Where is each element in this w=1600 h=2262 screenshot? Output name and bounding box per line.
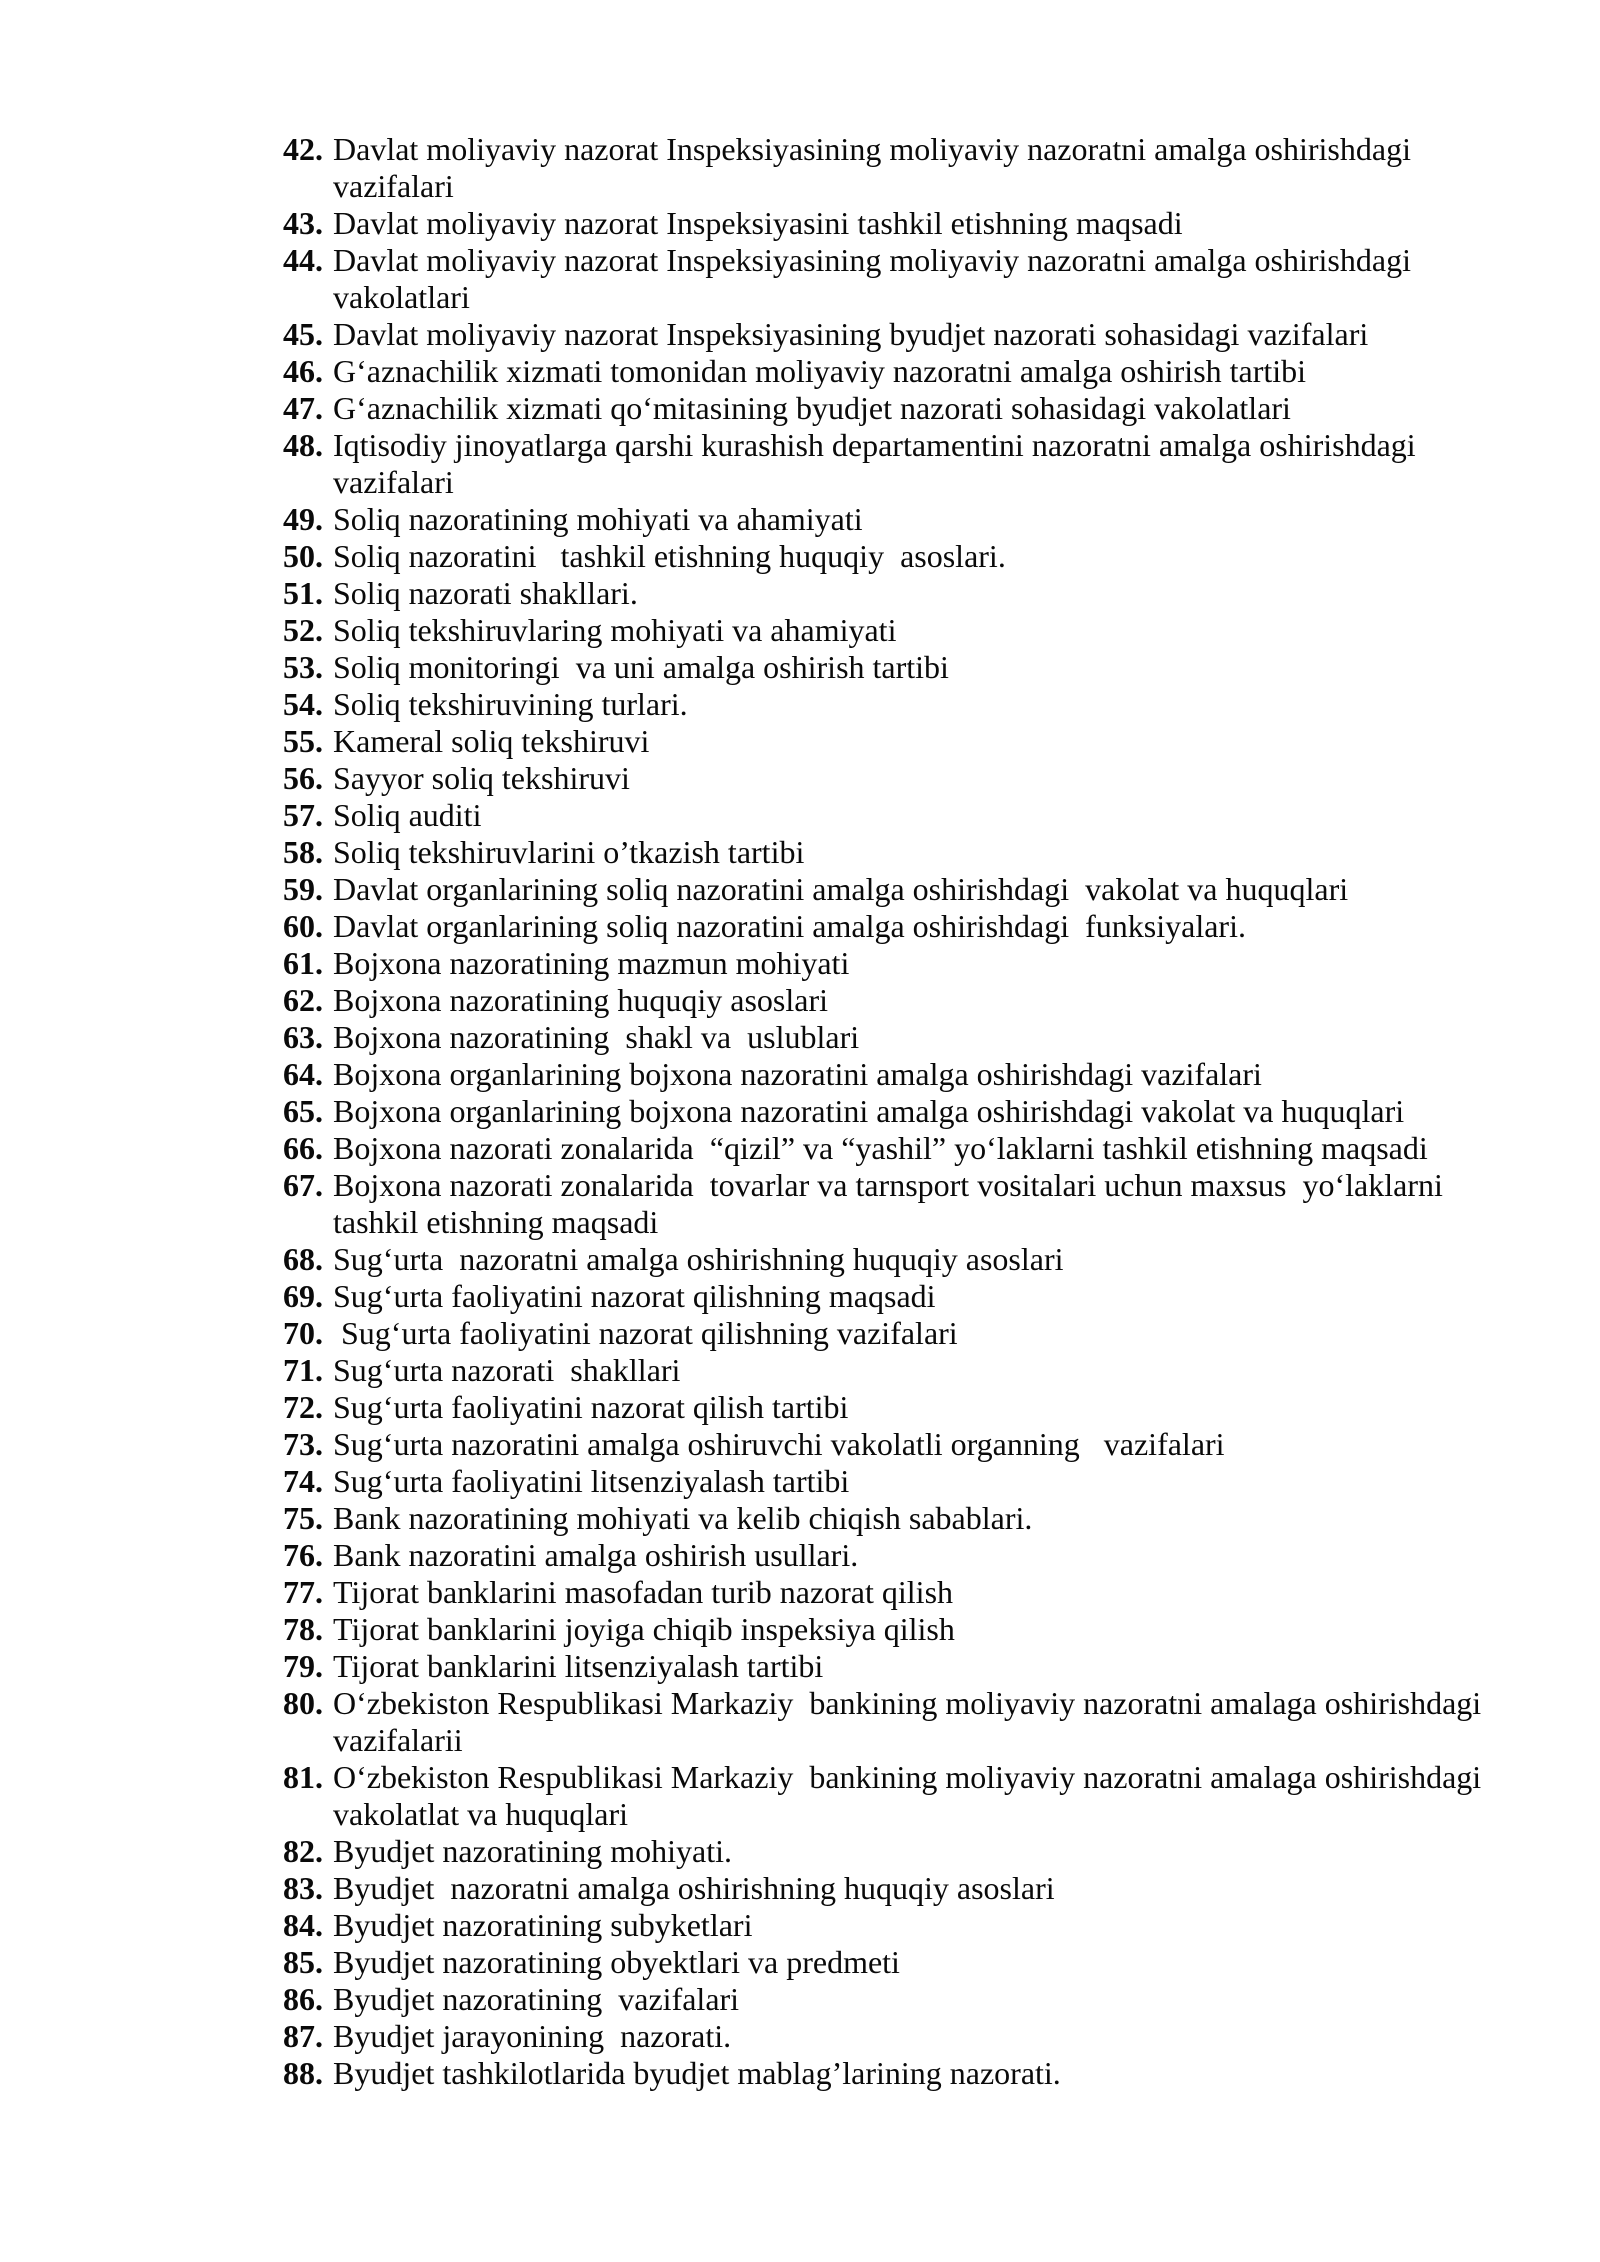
item-text-line: Bojxona nazoratining shakl va uslublari bbox=[333, 1019, 860, 1055]
list-item bbox=[283, 871, 1560, 908]
list-item bbox=[283, 649, 1560, 686]
item-number: 75. bbox=[283, 1500, 323, 1536]
item-text bbox=[333, 982, 1560, 1019]
item-number: 86. bbox=[283, 1981, 323, 2017]
item-text-line: vazifalari bbox=[333, 464, 454, 500]
item-text bbox=[333, 760, 1560, 797]
item-number: 69. bbox=[283, 1278, 323, 1314]
item-text-line: Kameral soliq tekshiruvi bbox=[333, 723, 650, 759]
item-text bbox=[333, 1759, 1560, 1833]
list-item bbox=[283, 1167, 1560, 1241]
list-item bbox=[283, 760, 1560, 797]
item-text bbox=[333, 427, 1560, 501]
item-text-line: Byudjet tashkilotlarida byudjet mablag’larining nazorati. bbox=[333, 2055, 1061, 2091]
item-text bbox=[333, 538, 1560, 575]
item-text-line: Soliq nazoratini tashkil etishning huquqiy asoslari. bbox=[333, 538, 1006, 574]
list-item bbox=[283, 1389, 1560, 1426]
item-text bbox=[333, 686, 1560, 723]
item-text bbox=[333, 908, 1560, 945]
item-text bbox=[333, 1019, 1560, 1056]
item-text-line: Davlat organlarining soliq nazoratini amalga oshirishdagi funksiyalari. bbox=[333, 908, 1246, 944]
list-item bbox=[283, 575, 1560, 612]
question-list bbox=[283, 131, 1560, 2092]
item-text-line: Soliq nazoratining mohiyati va ahamiyati bbox=[333, 501, 863, 537]
item-text bbox=[333, 1500, 1560, 1537]
list-item bbox=[283, 2055, 1560, 2092]
item-text-line: Byudjet nazoratni amalga oshirishning huquqiy asoslari bbox=[333, 1870, 1055, 1906]
item-number: 53. bbox=[283, 649, 323, 685]
item-text bbox=[333, 1870, 1560, 1907]
item-number: 55. bbox=[283, 723, 323, 759]
item-number: 65. bbox=[283, 1093, 323, 1129]
item-text bbox=[333, 612, 1560, 649]
item-number: 57. bbox=[283, 797, 323, 833]
list-item bbox=[283, 390, 1560, 427]
item-text bbox=[333, 1981, 1560, 2018]
list-item bbox=[283, 131, 1560, 205]
item-number: 64. bbox=[283, 1056, 323, 1092]
list-item bbox=[283, 723, 1560, 760]
item-text-line: vakolatlari bbox=[333, 279, 470, 315]
item-number: 60. bbox=[283, 908, 323, 944]
item-number: 50. bbox=[283, 538, 323, 574]
list-item bbox=[283, 1352, 1560, 1389]
item-number: 80. bbox=[283, 1685, 323, 1721]
list-item bbox=[283, 1685, 1560, 1759]
item-text bbox=[333, 1241, 1560, 1278]
item-text-line: Byudjet jarayonining nazorati. bbox=[333, 2018, 732, 2054]
list-item bbox=[283, 1944, 1560, 1981]
item-number: 73. bbox=[283, 1426, 323, 1462]
item-text-line: Davlat moliyaviy nazorat Inspeksiyasini tashkil etishning maqsadi bbox=[333, 205, 1183, 241]
item-number: 70. bbox=[283, 1315, 323, 1351]
list-item bbox=[283, 242, 1560, 316]
item-number: 71. bbox=[283, 1352, 323, 1388]
item-text bbox=[333, 1537, 1560, 1574]
item-text bbox=[333, 1352, 1560, 1389]
item-number: 47. bbox=[283, 390, 323, 426]
item-text-line: Tijorat banklarini joyiga chiqib inspeksiya qilish bbox=[333, 1611, 955, 1647]
item-text bbox=[333, 1648, 1560, 1685]
item-text bbox=[333, 1167, 1560, 1241]
item-text bbox=[333, 1389, 1560, 1426]
item-text bbox=[333, 1463, 1560, 1500]
item-text bbox=[333, 1426, 1560, 1463]
item-text-line: Soliq monitoringi va uni amalga oshirish tartibi bbox=[333, 649, 949, 685]
item-number: 67. bbox=[283, 1167, 323, 1203]
list-item bbox=[283, 1315, 1560, 1352]
item-text-line: G‘aznachilik xizmati tomonidan moliyaviy nazoratni amalga oshirish tartibi bbox=[333, 353, 1307, 389]
item-number: 56. bbox=[283, 760, 323, 796]
list-item bbox=[283, 1759, 1560, 1833]
list-item bbox=[283, 1463, 1560, 1500]
item-text-line: Sug‘urta faoliyatini litsenziyalash tartibi bbox=[333, 1463, 850, 1499]
item-text-line: Davlat organlarining soliq nazoratini amalga oshirishdagi vakolat va huquqlari bbox=[333, 871, 1349, 907]
list-item bbox=[283, 353, 1560, 390]
list-item bbox=[283, 2018, 1560, 2055]
item-text-line: Sug‘urta faoliyatini nazorat qilishning vazifalari bbox=[333, 1315, 958, 1351]
list-item bbox=[283, 686, 1560, 723]
list-item bbox=[283, 1426, 1560, 1463]
list-item bbox=[283, 1648, 1560, 1685]
item-text-line: Tijorat banklarini masofadan turib nazorat qilish bbox=[333, 1574, 954, 1610]
item-number: 78. bbox=[283, 1611, 323, 1647]
list-item bbox=[283, 1833, 1560, 1870]
item-number: 43. bbox=[283, 205, 323, 241]
item-text bbox=[333, 131, 1560, 205]
item-text-line: Bojxona organlarining bojxona nazoratini amalga oshirishdagi vakolat va huquqlari bbox=[333, 1093, 1405, 1129]
item-text bbox=[333, 2055, 1560, 2092]
item-text-line: Sug‘urta faoliyatini nazorat qilishning maqsadi bbox=[333, 1278, 936, 1314]
item-text-line: Sug‘urta nazoratni amalga oshirishning huquqiy asoslari bbox=[333, 1241, 1064, 1277]
item-text-line: Davlat moliyaviy nazorat Inspeksiyasining byudjet nazorati sohasidagi vazifalari bbox=[333, 316, 1369, 352]
item-number: 83. bbox=[283, 1870, 323, 1906]
list-item bbox=[283, 982, 1560, 1019]
item-text-line: Tijorat banklarini litsenziyalash tartibi bbox=[333, 1648, 824, 1684]
item-text-line: Bank nazoratining mohiyati va kelib chiqish sabablari. bbox=[333, 1500, 1033, 1536]
item-text bbox=[333, 1574, 1560, 1611]
item-number: 44. bbox=[283, 242, 323, 278]
list-item bbox=[283, 1093, 1560, 1130]
item-text-line: Iqtisodiy jinoyatlarga qarshi kurashish departamentini nazoratni amalga oshirishdagi bbox=[333, 427, 1416, 463]
list-item bbox=[283, 1907, 1560, 1944]
item-text bbox=[333, 1944, 1560, 1981]
item-text bbox=[333, 1685, 1560, 1759]
item-number: 42. bbox=[283, 131, 323, 167]
item-text-line: Soliq tekshiruvining turlari. bbox=[333, 686, 688, 722]
item-number: 81. bbox=[283, 1759, 323, 1795]
list-item bbox=[283, 1574, 1560, 1611]
list-item bbox=[283, 1870, 1560, 1907]
item-text bbox=[333, 1907, 1560, 1944]
list-item bbox=[283, 908, 1560, 945]
item-number: 79. bbox=[283, 1648, 323, 1684]
item-text-line: Soliq tekshiruvlarini o’tkazish tartibi bbox=[333, 834, 805, 870]
item-text bbox=[333, 834, 1560, 871]
list-item bbox=[283, 1241, 1560, 1278]
item-text-line: O‘zbekiston Respublikasi Markaziy bankining moliyaviy nazoratni amalaga oshirishdagi bbox=[333, 1759, 1482, 1795]
item-number: 76. bbox=[283, 1537, 323, 1573]
item-text-line: vazifalari bbox=[333, 168, 454, 204]
item-text bbox=[333, 242, 1560, 316]
item-text bbox=[333, 390, 1560, 427]
item-text bbox=[333, 649, 1560, 686]
item-number: 84. bbox=[283, 1907, 323, 1943]
item-text bbox=[333, 2018, 1560, 2055]
item-number: 62. bbox=[283, 982, 323, 1018]
item-text-line: Bojxona nazorati zonalarida tovarlar va tarnsport vositalari uchun maxsus yo‘laklarni bbox=[333, 1167, 1443, 1203]
item-number: 58. bbox=[283, 834, 323, 870]
list-item bbox=[283, 1019, 1560, 1056]
item-text-line: Bojxona nazoratining huquqiy asoslari bbox=[333, 982, 829, 1018]
item-text-line: Byudjet nazoratining vazifalari bbox=[333, 1981, 740, 2017]
item-text bbox=[333, 723, 1560, 760]
item-number: 74. bbox=[283, 1463, 323, 1499]
list-item bbox=[283, 1981, 1560, 2018]
list-item bbox=[283, 538, 1560, 575]
list-item bbox=[283, 205, 1560, 242]
item-number: 52. bbox=[283, 612, 323, 648]
item-text-line: Sug‘urta nazorati shakllari bbox=[333, 1352, 681, 1388]
item-text-line: G‘aznachilik xizmati qo‘mitasining byudjet nazorati sohasidagi vakolatlari bbox=[333, 390, 1291, 426]
list-item bbox=[283, 945, 1560, 982]
item-text-line: Byudjet nazoratining obyektlari va predmeti bbox=[333, 1944, 900, 1980]
item-number: 51. bbox=[283, 575, 323, 611]
item-text-line: Sug‘urta nazoratini amalga oshiruvchi vakolatli organning vazifalari bbox=[333, 1426, 1225, 1462]
item-text-line: tashkil etishning maqsadi bbox=[333, 1204, 659, 1240]
item-text-line: Soliq tekshiruvlaring mohiyati va ahamiyati bbox=[333, 612, 897, 648]
item-text bbox=[333, 1315, 1560, 1352]
item-text bbox=[333, 1611, 1560, 1648]
list-item bbox=[283, 1056, 1560, 1093]
item-text bbox=[333, 797, 1560, 834]
item-text bbox=[333, 575, 1560, 612]
item-text bbox=[333, 1833, 1560, 1870]
item-text-line: Bojxona nazoratining mazmun mohiyati bbox=[333, 945, 850, 981]
list-item bbox=[283, 501, 1560, 538]
list-item bbox=[283, 797, 1560, 834]
item-text-line: Davlat moliyaviy nazorat Inspeksiyasining moliyaviy nazoratni amalga oshirishdagi bbox=[333, 242, 1411, 278]
list-item bbox=[283, 1537, 1560, 1574]
item-text bbox=[333, 1056, 1560, 1093]
item-number: 46. bbox=[283, 353, 323, 389]
item-text-line: Sug‘urta faoliyatini nazorat qilish tartibi bbox=[333, 1389, 849, 1425]
item-text-line: Byudjet nazoratining mohiyati. bbox=[333, 1833, 733, 1869]
item-text bbox=[333, 205, 1560, 242]
item-number: 61. bbox=[283, 945, 323, 981]
item-number: 59. bbox=[283, 871, 323, 907]
item-number: 87. bbox=[283, 2018, 323, 2054]
item-text bbox=[333, 1130, 1560, 1167]
item-text-line: O‘zbekiston Respublikasi Markaziy bankining moliyaviy nazoratni amalaga oshirishdagi bbox=[333, 1685, 1482, 1721]
item-text-line: Sayyor soliq tekshiruvi bbox=[333, 760, 630, 796]
item-number: 45. bbox=[283, 316, 323, 352]
item-text-line: Soliq auditi bbox=[333, 797, 482, 833]
list-item bbox=[283, 1130, 1560, 1167]
item-text-line: Soliq nazorati shakllari. bbox=[333, 575, 638, 611]
item-text bbox=[333, 1093, 1560, 1130]
item-text-line: Byudjet nazoratining subyketlari bbox=[333, 1907, 753, 1943]
item-text bbox=[333, 353, 1560, 390]
item-text-line: vazifalarii bbox=[333, 1722, 463, 1758]
item-number: 77. bbox=[283, 1574, 323, 1610]
item-text bbox=[333, 316, 1560, 353]
item-number: 72. bbox=[283, 1389, 323, 1425]
item-text bbox=[333, 945, 1560, 982]
item-text bbox=[333, 871, 1560, 908]
item-number: 54. bbox=[283, 686, 323, 722]
list-item bbox=[283, 1611, 1560, 1648]
item-number: 48. bbox=[283, 427, 323, 463]
item-number: 68. bbox=[283, 1241, 323, 1277]
list-item bbox=[283, 427, 1560, 501]
item-number: 82. bbox=[283, 1833, 323, 1869]
item-text-line: vakolatlat va huquqlari bbox=[333, 1796, 629, 1832]
item-number: 66. bbox=[283, 1130, 323, 1166]
item-number: 88. bbox=[283, 2055, 323, 2091]
item-number: 85. bbox=[283, 1944, 323, 1980]
list-item bbox=[283, 1500, 1560, 1537]
item-text bbox=[333, 501, 1560, 538]
list-item bbox=[283, 834, 1560, 871]
list-item bbox=[283, 1278, 1560, 1315]
list-item bbox=[283, 316, 1560, 353]
list-item bbox=[283, 612, 1560, 649]
item-text-line: Bojxona organlarining bojxona nazoratini amalga oshirishdagi vazifalari bbox=[333, 1056, 1262, 1092]
item-text-line: Bojxona nazorati zonalarida “qizil” va “yashil” yo‘laklarni tashkil etishning maqsadi bbox=[333, 1130, 1428, 1166]
item-text-line: Bank nazoratini amalga oshirish usullari. bbox=[333, 1537, 859, 1573]
item-number: 63. bbox=[283, 1019, 323, 1055]
item-text bbox=[333, 1278, 1560, 1315]
item-text-line: Davlat moliyaviy nazorat Inspeksiyasining moliyaviy nazoratni amalga oshirishdagi bbox=[333, 131, 1411, 167]
item-number: 49. bbox=[283, 501, 323, 537]
